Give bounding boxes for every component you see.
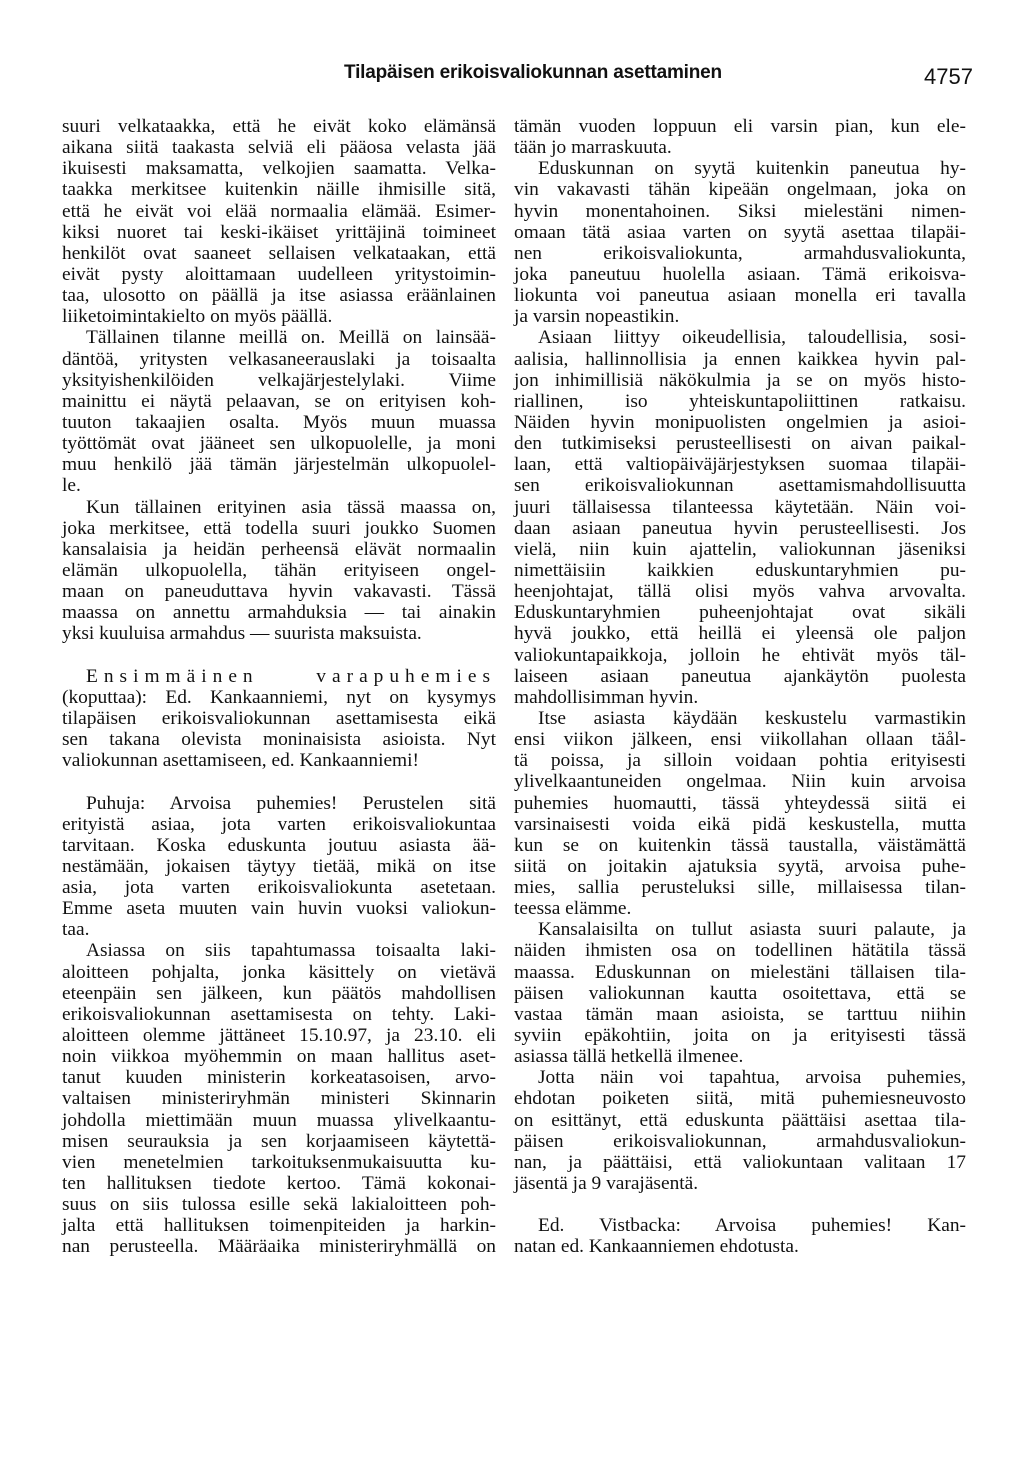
text-line: että he eivät voi elää normaalia elämää. Esimer- (62, 200, 496, 222)
text-line: jäsentä ja 9 varajäsentä. (514, 1173, 699, 1195)
text-line: (koputtaa): Ed. Kankaanniemi, nyt on kysymys (62, 686, 496, 708)
text-line: näiden ihmisten osa on todellinen hätätila tässä (514, 940, 966, 962)
text-line: varsinaisesti voida eikä pidä keskustella, mutta (514, 813, 966, 835)
text-line: omaan tätä asiaa varten on syytä asettaa tilapäi- (514, 221, 966, 243)
text-line: ikuisesti maksamatta, velkojien saamatta. Velka- (62, 158, 496, 180)
text-line: päisen valiokunnan kautta osoitettava, että se (514, 982, 966, 1004)
text-line: joka paneutuu huolella asiaan. Tämä erikoisva- (514, 263, 966, 285)
text-line: tarvitaan. Koska eduskunta joutuu asiasta ää- (62, 834, 496, 856)
text-line: elämän ulkopuolella, tähän erityiseen ongel- (62, 559, 496, 581)
text-line: hyvä joukko, että heillä ei yleensä ole paljon (514, 623, 966, 645)
text-line: riallinen, iso yhteiskuntapoliittinen ratkaisu. (514, 390, 966, 412)
text-line: Emme aseta muuten vain huvin vuoksi valiokun- (62, 898, 496, 920)
right-text-column (514, 116, 966, 1258)
text-line: sen takana olevista moninaisista asioista. Nyt (62, 729, 496, 751)
text-line: sen erikoisvaliokunnan asettamismahdollisuutta (514, 475, 966, 497)
text-line: tämän vuoden loppuun eli varsin pian, kun ele- (514, 116, 966, 137)
text-line: yksi kuuluisa armahdus — suurista maksuista. (62, 623, 422, 645)
text-line: ehdotan poiketen siitä, mitä puhemiesneuvosto (514, 1088, 966, 1110)
text-line: taa, ulosotto on päällä ja itse asiassa eräänlainen (62, 285, 496, 307)
text-line: juuri tällaisessa tilanteessa käytetään. Näin voi- (514, 496, 966, 518)
text-line: mainittu ei näytä pelaavan, se on erityisen koh- (62, 390, 496, 412)
text-line: puhemies huomautti, tässä yhteydessä siitä ei (514, 792, 966, 814)
text-line: vien menetelmien tarkoituksenmukaisuutta ku- (62, 1151, 496, 1173)
text-line: vastaa tämän maan asioista, se tarttuu niihin (514, 1003, 966, 1025)
text-line: Itse asiasta käydään keskustelu varmastikin (538, 707, 966, 729)
text-line: suuri velkataakka, että he eivät koko elämänsä (62, 116, 496, 137)
text-line: aalisia, hallinnollisia ja ennen kaikkea hyvin pal- (514, 348, 966, 370)
text-line: yksityishenkilöiden velkajärjestelylaki. Viime (62, 369, 496, 391)
text-line: erikoisvaliokunnan asettamisesta on tehty. Laki- (62, 1003, 496, 1025)
text-line: mahdollisimman hyvin. (514, 686, 699, 708)
text-line: kiksi nuoret tai keski-ikäiset yrittäjinä toimineet (62, 221, 496, 243)
text-line: nimettäisiin kaikkien eduskuntaryhmien pu- (514, 559, 966, 581)
text-line: nan, ja päättäisi, että valiokuntaan valitaan 17 (514, 1151, 966, 1173)
text-line: maan on paneuduttava hyvin vakavasti. Tässä (62, 581, 496, 603)
text-line: aloitteen olemme jättäneet 15.10.97, ja 23.10. eli (62, 1025, 496, 1047)
text-line: työttömät ovat jääneet sen ulkopuolelle, ja moni (62, 433, 496, 455)
text-line: muu henkilö jää tämän järjestelmän ulkopuolel- (62, 454, 496, 476)
text-line: ten hallituksen tiedote kertoo. Tämä kokonai- (62, 1173, 496, 1195)
text-line: Eduskuntaryhmien puheenjohtajat ovat sikäli (514, 602, 966, 624)
text-line: valtaisen ministeriryhmän ministeri Skinnarin (62, 1088, 496, 1110)
text-line: vielä, niin kuin ajattelin, valiokunnan jäseniksi (514, 538, 966, 560)
text-line: päisen erikoisvaliokunnan, armahdusvaliokun- (514, 1130, 966, 1152)
text-line: maassa. Eduskunnan on mielestäni tällaisen tila- (514, 961, 966, 983)
text-line: taa. (62, 919, 90, 941)
text-line: nan perusteella. Määräaika ministeriryhmällä on (62, 1236, 496, 1258)
text-line: liiketoimintakielto on myös päällä. (62, 306, 333, 328)
text-line: kun se on kuitenkin tässä taustalla, väistämättä (514, 834, 966, 856)
text-line: tuuton takaajien osalta. Myös muun muassa (62, 411, 496, 433)
text-line: siitä on joitakin ajatuksia syytä, arvoisa puhe- (514, 855, 966, 877)
text-line: jalta että hallituksen toimenpiteiden ja harkin- (62, 1215, 496, 1237)
text-line: Ensimmäinen varapuhemies (86, 665, 496, 687)
text-line: on esittänyt, että eduskunta päättäisi asettaa tila- (514, 1109, 966, 1131)
text-line: hyvin monentahoinen. Siksi mielestäni nimen- (514, 200, 966, 222)
text-line: Asiaan liittyy oikeudellisia, taloudellisia, sosi- (538, 327, 966, 349)
text-line: mies, sallia perusteluksi sille, millaisessa tilan- (514, 877, 966, 899)
text-line: erityistä asiaa, jota varten erikoisvaliokuntaa (62, 813, 496, 835)
text-line: syviin epäkohtiin, joita on ja erityisesti tässä (514, 1025, 966, 1047)
text-line: aloitteen pohjalta, jonka käsittely on vietävä (62, 961, 496, 983)
text-line: Eduskunnan on syytä kuitenkin paneutua hy- (538, 158, 966, 180)
text-line: maassa on annettu armahduksia — tai ainakin (62, 602, 496, 624)
text-line: Kansalaisilta on tullut asiasta suuri palaute, ja (538, 919, 966, 941)
text-line: henkilöt ovat saaneet sellaisen velkataakan, että (62, 242, 496, 264)
text-line: Ed. Vistbacka: Arvoisa puhemies! Kan- (538, 1215, 966, 1237)
text-line: asia, jota varten erikoisvaliokunta asetetaan. (62, 877, 496, 899)
text-line: nen erikoisvaliokunta, armahdusvaliokunta, (514, 242, 966, 264)
text-line: den tutkimiseksi perusteellisesti on aivan paikal- (514, 433, 966, 455)
text-line: heenjohtajat, tällä olisi myös vahva arvovalta. (514, 581, 966, 603)
text-line: Asiassa on siis tapahtumassa toisaalta laki- (86, 940, 496, 962)
text-line: aikana siitä taakasta selviä eli pääosa velasta jää (62, 137, 496, 159)
text-line: noin viikkoa myöhemmin on maan hallitus aset- (62, 1046, 496, 1068)
text-line: joka merkitsee, että todella suuri joukko Suomen (62, 517, 496, 539)
left-text-column (62, 116, 496, 1258)
text-line: tä poissa, ja silloin voidaan pohtia erityisesti (514, 750, 966, 772)
text-line: däntöä, yritysten velkasaneerauslaki ja toisaalta (62, 348, 496, 370)
text-line: natan ed. Kankaanniemen ehdotusta. (514, 1236, 799, 1258)
text-line: asiassa tällä hetkellä ilmenee. (514, 1046, 744, 1068)
text-line: vin vakavasti tähän kipeään ongelmaan, joka on (514, 179, 966, 201)
text-line: Puhuja: Arvoisa puhemies! Perustelen sitä (86, 792, 496, 814)
text-line: Näiden hyvin monipuolisten ongelmien ja asioi- (514, 411, 966, 433)
text-line: Jotta näin voi tapahtua, arvoisa puhemies, (538, 1067, 966, 1089)
text-line: liokunta voi paneutua asiaan monella eri tavalla (514, 285, 966, 307)
text-line: suus on siis tulossa esille sekä lakialoitteen poh- (62, 1194, 496, 1216)
text-line: daan asiaan paneutua hyvin perusteellisesti. Jos (514, 517, 966, 539)
text-line: taakka merkitsee kuitenkin näille ihmisille sitä, (62, 179, 496, 201)
text-line: teessa elämme. (514, 898, 632, 920)
text-line: kansalaisia ja heidän perheensä elävät normaalin (62, 538, 496, 560)
paragraph-gap (62, 645, 496, 666)
text-line: Kun tällainen erityinen asia tässä maassa on, (86, 496, 496, 518)
text-line: eivät pysty aloittamaan uudelleen yritystoimin- (62, 263, 496, 285)
text-line: le. (62, 475, 81, 497)
text-line: valiokuntapaikkoja, jolloin he ehtivät myös täl- (514, 644, 966, 666)
text-line: laan, että valtiopäiväjärjestyksen suomaa tilapäi- (514, 454, 966, 476)
text-line: valiokunnan asettamiseen, ed. Kankaanniemi! (62, 750, 419, 772)
paragraph-gap (62, 771, 496, 792)
text-line: misen seurauksia ja sen korjaamiseen käytettä- (62, 1130, 496, 1152)
text-line: johdolla miettimään muun muassa ylivelkaantu- (62, 1109, 496, 1131)
paragraph-gap (514, 1194, 966, 1215)
text-line: tanut kuuden ministerin korkeatasoisen, arvo- (62, 1067, 496, 1089)
text-line: tilapäisen erikoisvaliokunnan asettamisesta eikä (62, 707, 496, 729)
text-line: Tällainen tilanne meillä on. Meillä on lainsää- (86, 327, 496, 349)
text-line: ja varsin nopeastikin. (514, 306, 680, 328)
text-line: ylivelkaantuneiden ongelmaa. Niin kuin arvoisa (514, 771, 966, 793)
text-line: ensi viikon jälkeen, ensi viikollahan ollaan täål- (514, 729, 966, 751)
text-line: eteenpäin sen jälkeen, kun päätös mahdollisen (62, 982, 496, 1004)
text-line: tään jo marraskuuta. (514, 137, 672, 159)
page-number: 4757 (924, 64, 973, 89)
text-line: laiseen asiaan paneutua ajankäytön puolesta (514, 665, 966, 687)
running-header-title: Tilapäisen erikoisvaliokunnan asettaminen (344, 62, 722, 83)
text-line: jon inhimillisiä näkökulmia ja se on myös histo- (514, 369, 966, 391)
text-line: nestämään, jokaisen täytyy tietää, mikä on itse (62, 855, 496, 877)
